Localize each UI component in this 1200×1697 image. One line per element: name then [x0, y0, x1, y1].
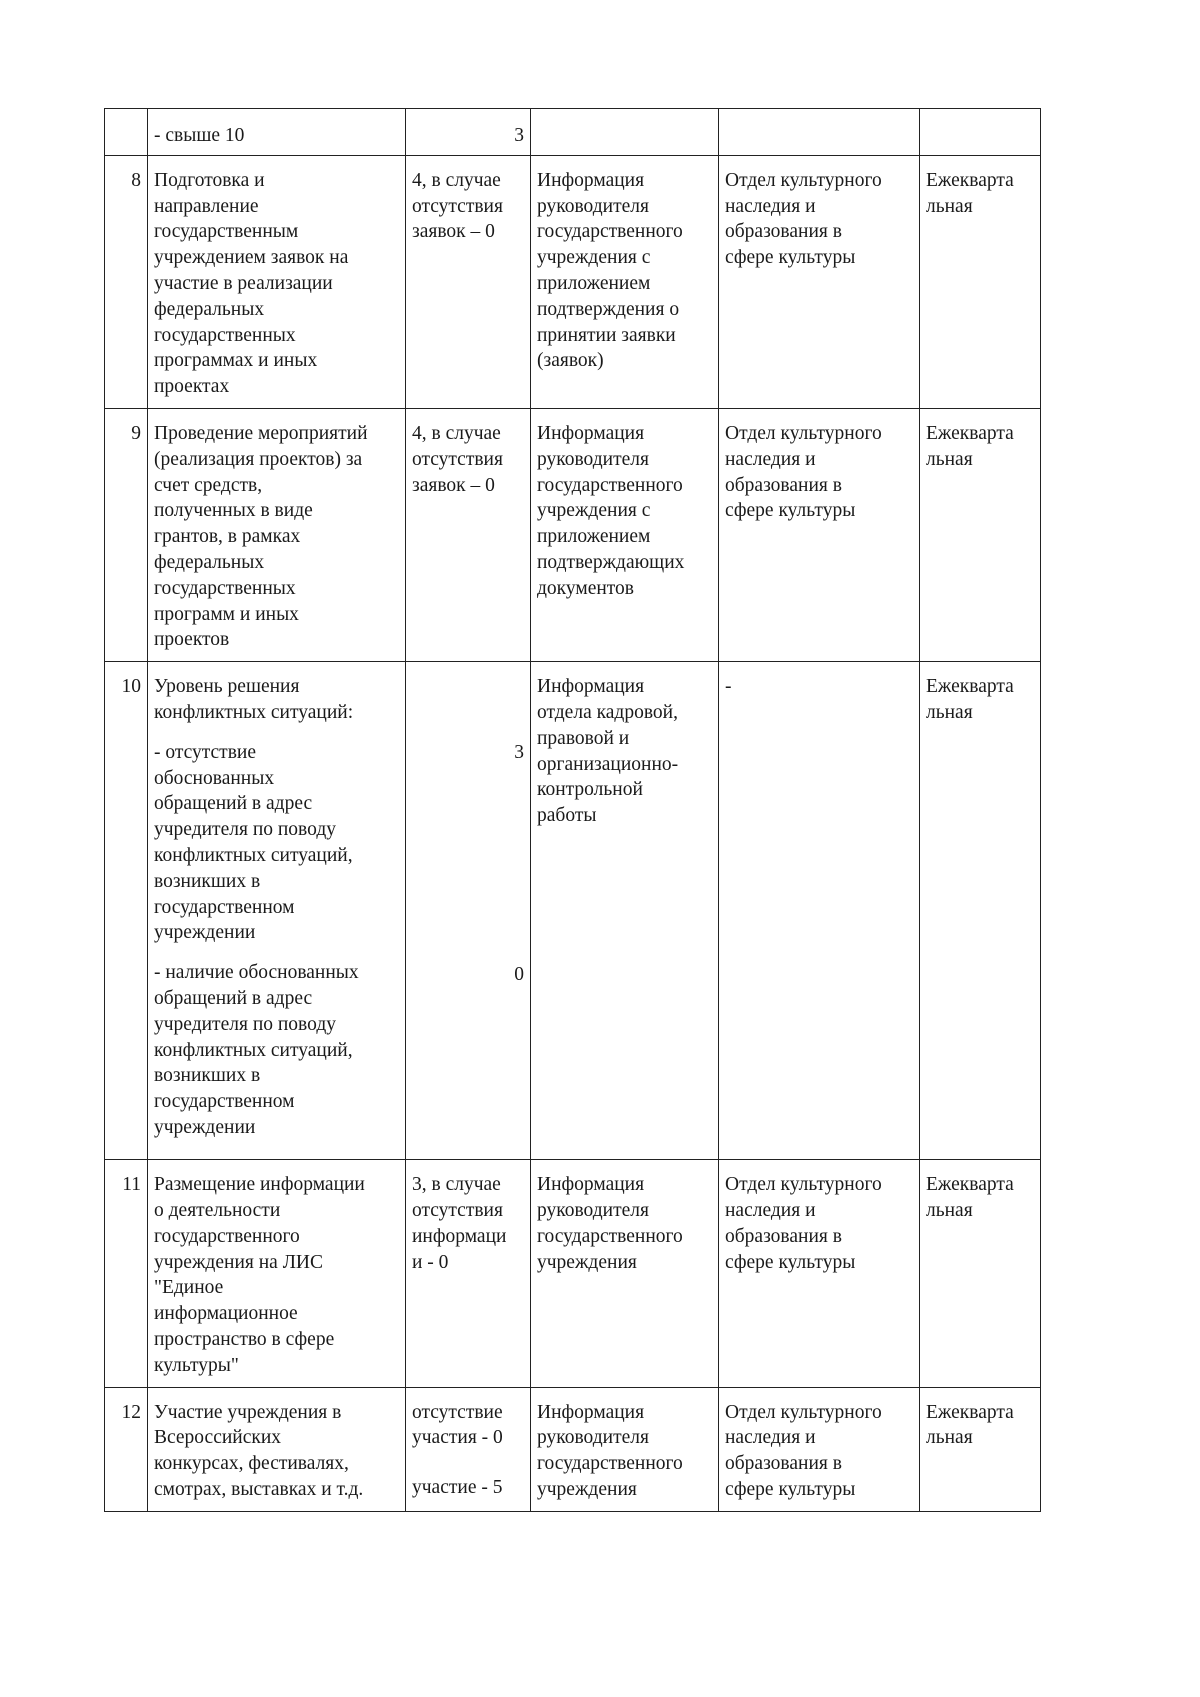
- responsible-line: сфере культуры: [725, 247, 856, 269]
- source-line: учреждения с: [537, 500, 651, 522]
- points-line: 4, в случае: [412, 169, 501, 191]
- source-line: контрольной: [537, 779, 643, 801]
- row-number: [105, 109, 148, 156]
- criterion-line: - наличие обоснованных: [154, 962, 359, 984]
- source-line: руководителя: [537, 195, 649, 217]
- points-line: участие - 5: [412, 1477, 503, 1499]
- criterion-line: - свыше 10: [154, 125, 245, 146]
- source-line: приложением: [537, 526, 651, 548]
- period-line: льная: [926, 701, 973, 723]
- points-line: отсутствия: [412, 1199, 503, 1221]
- responsible-cell: [719, 155, 920, 408]
- source-line: подтверждения о: [537, 298, 680, 320]
- criterion-line: смотрах, выставках и т.д.: [154, 1478, 364, 1500]
- table-row: [105, 1160, 1041, 1387]
- period-line: Ежекварта: [926, 1174, 1014, 1196]
- criterion-line: пространство в сфере: [154, 1328, 335, 1350]
- criterion-line: обращений в адрес: [154, 793, 313, 815]
- source-line: государственного: [537, 474, 683, 496]
- responsible-line: Отдел культурного: [725, 1174, 882, 1196]
- period-line: Ежекварта: [926, 676, 1014, 698]
- period-line: Ежекварта: [926, 422, 1014, 444]
- responsible-line: наследия и: [725, 448, 816, 470]
- criterion-line: учреждением заявок на: [154, 247, 349, 269]
- responsible-line: образования в: [725, 474, 842, 496]
- criterion-cell: [148, 155, 406, 408]
- period-cell: [920, 408, 1041, 661]
- source-cell: [531, 662, 719, 1160]
- row-number: 11: [105, 1160, 148, 1387]
- criterion-cell: [148, 662, 406, 1160]
- points-line: отсутствие: [412, 1401, 503, 1423]
- criterion-line: обоснованных: [154, 767, 275, 789]
- criterion-line: федеральных: [154, 298, 265, 320]
- responsible-line: образования в: [725, 1225, 842, 1247]
- source-line: руководителя: [537, 1427, 649, 1449]
- responsible-cell: [719, 1387, 920, 1511]
- source-line: учреждения: [537, 1478, 637, 1500]
- row-number: 10: [105, 662, 148, 1160]
- criterion-line: Размещение информации: [154, 1174, 365, 1196]
- responsible-cell: [719, 662, 920, 1160]
- table-row: [105, 662, 1041, 1160]
- criterion-line: Уровень решения: [154, 676, 300, 698]
- source-cell: [531, 408, 719, 661]
- row-number: 9: [105, 408, 148, 661]
- points-line: 3, в случае: [412, 1174, 501, 1196]
- criterion-line: учредителя по поводу: [154, 1013, 336, 1035]
- table-row: [105, 155, 1041, 408]
- criterion-line: федеральных: [154, 551, 265, 573]
- criterion-line: участие в реализации: [154, 272, 333, 294]
- period-line: Ежекварта: [926, 1401, 1014, 1423]
- points-cell: [406, 1160, 531, 1387]
- criterion-line: конфликтных ситуаций,: [154, 844, 353, 866]
- criterion-line: полученных в виде: [154, 500, 313, 522]
- period-cell: [920, 155, 1041, 408]
- period-line: льная: [926, 195, 973, 217]
- source-line: государственного: [537, 221, 683, 243]
- criterion-line: государственном: [154, 1091, 295, 1113]
- criterion-line: возникших в: [154, 870, 261, 892]
- criterion-cell: [148, 408, 406, 661]
- criterion-line: конфликтных ситуаций,: [154, 1039, 353, 1061]
- responsible-line: наследия и: [725, 195, 816, 217]
- criterion-line: государственного: [154, 1225, 300, 1247]
- points-line: участия - 0: [412, 1427, 503, 1449]
- criterion-line: информационное: [154, 1303, 298, 1325]
- source-line: организационно-: [537, 753, 679, 775]
- period-line: Ежекварта: [926, 169, 1014, 191]
- period-cell: [920, 1160, 1041, 1387]
- period-cell: [920, 662, 1041, 1160]
- responsible-line: сфере культуры: [725, 500, 856, 522]
- responsible-line: наследия и: [725, 1199, 816, 1221]
- points-cell: [406, 408, 531, 661]
- points-line: заявок – 0: [412, 221, 495, 243]
- responsible-cell: [719, 109, 920, 156]
- responsible-line: сфере культуры: [725, 1251, 856, 1273]
- points-value: 3: [514, 742, 524, 764]
- criterion-line: Проведение мероприятий: [154, 422, 368, 444]
- points-value: 3: [514, 125, 524, 146]
- source-line: Информация: [537, 1401, 645, 1423]
- source-line: Информация: [537, 676, 645, 698]
- source-cell: [531, 109, 719, 156]
- responsible-line: Отдел культурного: [725, 422, 882, 444]
- criterion-line: возникших в: [154, 1065, 261, 1087]
- criterion-line: (реализация проектов) за: [154, 448, 363, 470]
- points-line: информаци: [412, 1225, 507, 1247]
- criterion-line: учредителя по поводу: [154, 819, 336, 841]
- responsible-line: Отдел культурного: [725, 169, 882, 191]
- criterion-cell: [148, 1160, 406, 1387]
- period-line: льная: [926, 448, 973, 470]
- criterion-line: Всероссийских: [154, 1427, 282, 1449]
- criterion-line: государственных: [154, 324, 296, 346]
- criterion-cell: [148, 109, 406, 156]
- criterion-line: государственных: [154, 577, 296, 599]
- source-line: учреждения с: [537, 247, 651, 269]
- responsible-line: наследия и: [725, 1427, 816, 1449]
- source-line: работы: [537, 805, 597, 827]
- source-line: (заявок): [537, 350, 604, 372]
- criterion-line: проектов: [154, 629, 230, 651]
- source-cell: [531, 1387, 719, 1511]
- responsible-line: образования в: [725, 221, 842, 243]
- points-cell: [406, 155, 531, 408]
- source-line: подтверждающих: [537, 551, 685, 573]
- criterion-line: программах и иных: [154, 350, 318, 372]
- responsible-line: -: [725, 676, 732, 698]
- criterion-line: Участие учреждения в: [154, 1401, 342, 1423]
- source-line: отдела кадровой,: [537, 701, 678, 723]
- criterion-line: учреждении: [154, 922, 256, 944]
- criterion-line: направление: [154, 195, 259, 217]
- responsible-cell: [719, 1160, 920, 1387]
- source-line: Информация: [537, 1174, 645, 1196]
- source-line: Информация: [537, 169, 645, 191]
- criterion-line: о деятельности: [154, 1199, 281, 1221]
- period-line: льная: [926, 1427, 973, 1449]
- criterion-line: государственном: [154, 896, 295, 918]
- points-cell: [406, 1387, 531, 1511]
- source-line: документов: [537, 577, 635, 599]
- table-row: [105, 109, 1041, 156]
- source-line: принятии заявки: [537, 324, 676, 346]
- period-cell: [920, 109, 1041, 156]
- criterion-cell: [148, 1387, 406, 1511]
- criterion-line: счет средств,: [154, 474, 263, 496]
- points-cell: [406, 109, 531, 156]
- source-cell: [531, 1160, 719, 1387]
- criterion-line: программ и иных: [154, 603, 299, 625]
- period-line: льная: [926, 1199, 973, 1221]
- source-line: государственного: [537, 1453, 683, 1475]
- criterion-line: конфликтных ситуаций:: [154, 701, 354, 723]
- row-number: 12: [105, 1387, 148, 1511]
- criterion-line: конкурсах, фестивалях,: [154, 1453, 349, 1475]
- points-cell: [406, 662, 531, 1160]
- criterion-line: учреждении: [154, 1116, 256, 1138]
- criterion-line: культуры": [154, 1354, 239, 1376]
- criterion-line: проектах: [154, 376, 230, 398]
- criterion-line: - отсутствие: [154, 741, 257, 763]
- points-line: отсутствия: [412, 195, 503, 217]
- table-row: [105, 408, 1041, 661]
- source-cell: [531, 155, 719, 408]
- source-line: государственного: [537, 1225, 683, 1247]
- points-line: отсутствия: [412, 448, 503, 470]
- source-line: учреждения: [537, 1251, 637, 1273]
- responsible-line: сфере культуры: [725, 1478, 856, 1500]
- period-cell: [920, 1387, 1041, 1511]
- table-row: [105, 1387, 1041, 1511]
- source-line: руководителя: [537, 448, 649, 470]
- points-line: 4, в случае: [412, 422, 501, 444]
- points-line: и - 0: [412, 1251, 449, 1273]
- source-line: приложением: [537, 272, 651, 294]
- source-line: правовой и: [537, 727, 630, 749]
- points-value: 0: [514, 963, 524, 985]
- row-number: 8: [105, 155, 148, 408]
- criterion-line: Подготовка и: [154, 169, 265, 191]
- criteria-table: [104, 108, 1041, 1512]
- source-line: руководителя: [537, 1199, 649, 1221]
- criterion-line: обращений в адрес: [154, 987, 313, 1009]
- criterion-line: государственным: [154, 221, 299, 243]
- source-line: Информация: [537, 422, 645, 444]
- criterion-line: грантов, в рамках: [154, 526, 301, 548]
- criterion-line: учреждения на ЛИС: [154, 1251, 324, 1273]
- points-line: заявок – 0: [412, 474, 495, 496]
- responsible-cell: [719, 408, 920, 661]
- criterion-line: "Единое: [154, 1277, 224, 1299]
- responsible-line: образования в: [725, 1453, 842, 1475]
- responsible-line: Отдел культурного: [725, 1401, 882, 1423]
